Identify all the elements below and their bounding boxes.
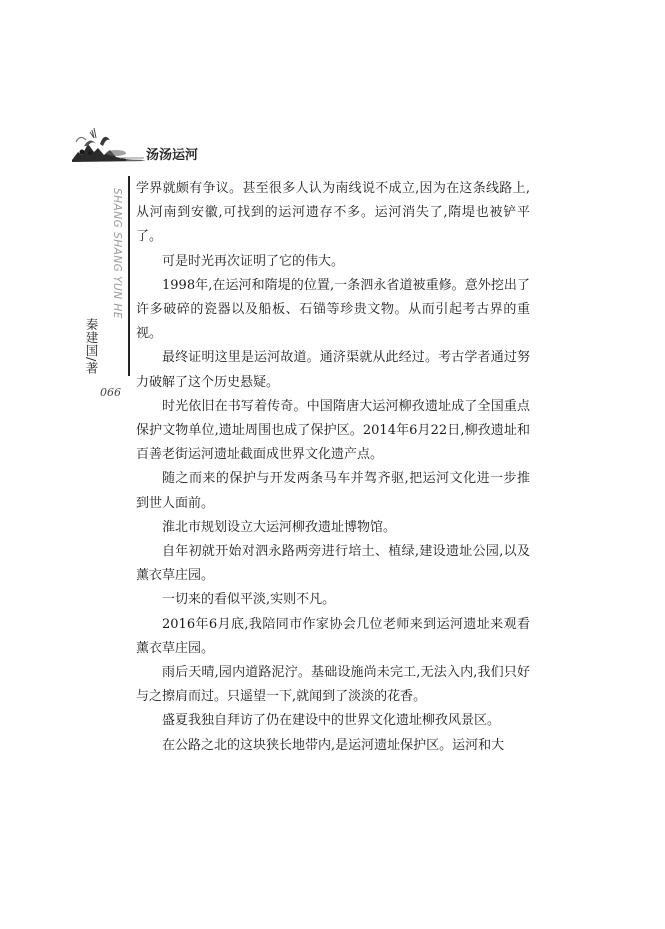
paragraph: 一切来的看似平淡,实则不凡。 [162, 592, 336, 608]
paragraph: 自年初就开始对泗永路两旁进行培土、植绿,建设遗址公园,以及薰衣草庄园。 [136, 544, 530, 584]
paragraph: 学界就颇有争议。甚至很多人认为南线说不成立,因为在这条线路上,从河南到安徽,可找到的运河遗存不多。运河消失了,隋堤也被铲平了。 [136, 181, 530, 245]
margin-author: 秦建国/著 [84, 318, 99, 375]
paragraph: 时光依旧在书写着传奇。中国隋唐大运河柳孜遗址成了全国重点保护文物单位,遗址周围也成了保护区。2014年6月22日,柳孜遗址和百善老街运河遗址截面成世界文化遗产点。 [136, 398, 530, 463]
ink-landscape-icon [70, 122, 148, 166]
paragraph: 最终证明这里是运河故道。通济渠就从此经过。考古学者通过努力破解了这个历史悬疑。 [136, 350, 530, 390]
margin-rule [128, 176, 130, 376]
paragraph: 可是时光再次证明了它的伟大。 [162, 253, 345, 269]
paragraph: 淮北市规划设立大运河柳孜遗址博物馆。 [162, 519, 397, 535]
margin-pinyin-title: SHANG SHANG YUN HE [111, 188, 123, 319]
paragraph: 2016年6月底,我陪同市作家协会几位老师来到运河遗址来观看薰衣草庄园。 [136, 616, 530, 656]
paragraph: 盛夏我独自拜访了仍在建设中的世界文化遗址柳孜风景区。 [162, 713, 501, 729]
paragraph: 雨后天晴,园内道路泥泞。基础设施尚未完工,无法入内,我们只好与之擦肩而过。只遥望一下,就闻到了淡淡的花香。 [136, 665, 530, 705]
running-header-title: 汤汤运河 [146, 148, 199, 163]
running-header [70, 122, 270, 168]
paragraph: 在公路之北的这块狭长地带内,是运河遗址保护区。运河和大 [162, 737, 505, 753]
paragraph: 随之而来的保护与开发两条马车并驾齐驱,把运河文化进一步推到世人面前。 [136, 471, 530, 511]
paragraph: 1998年,在运河和隋堤的位置,一条泗永省道被重修。意外挖出了许多破碎的瓷器以及船板、石锚等珍贵文物。从而引起考古界的重视。 [136, 277, 530, 342]
body-text [136, 177, 530, 758]
page-number: 066 [100, 386, 121, 399]
